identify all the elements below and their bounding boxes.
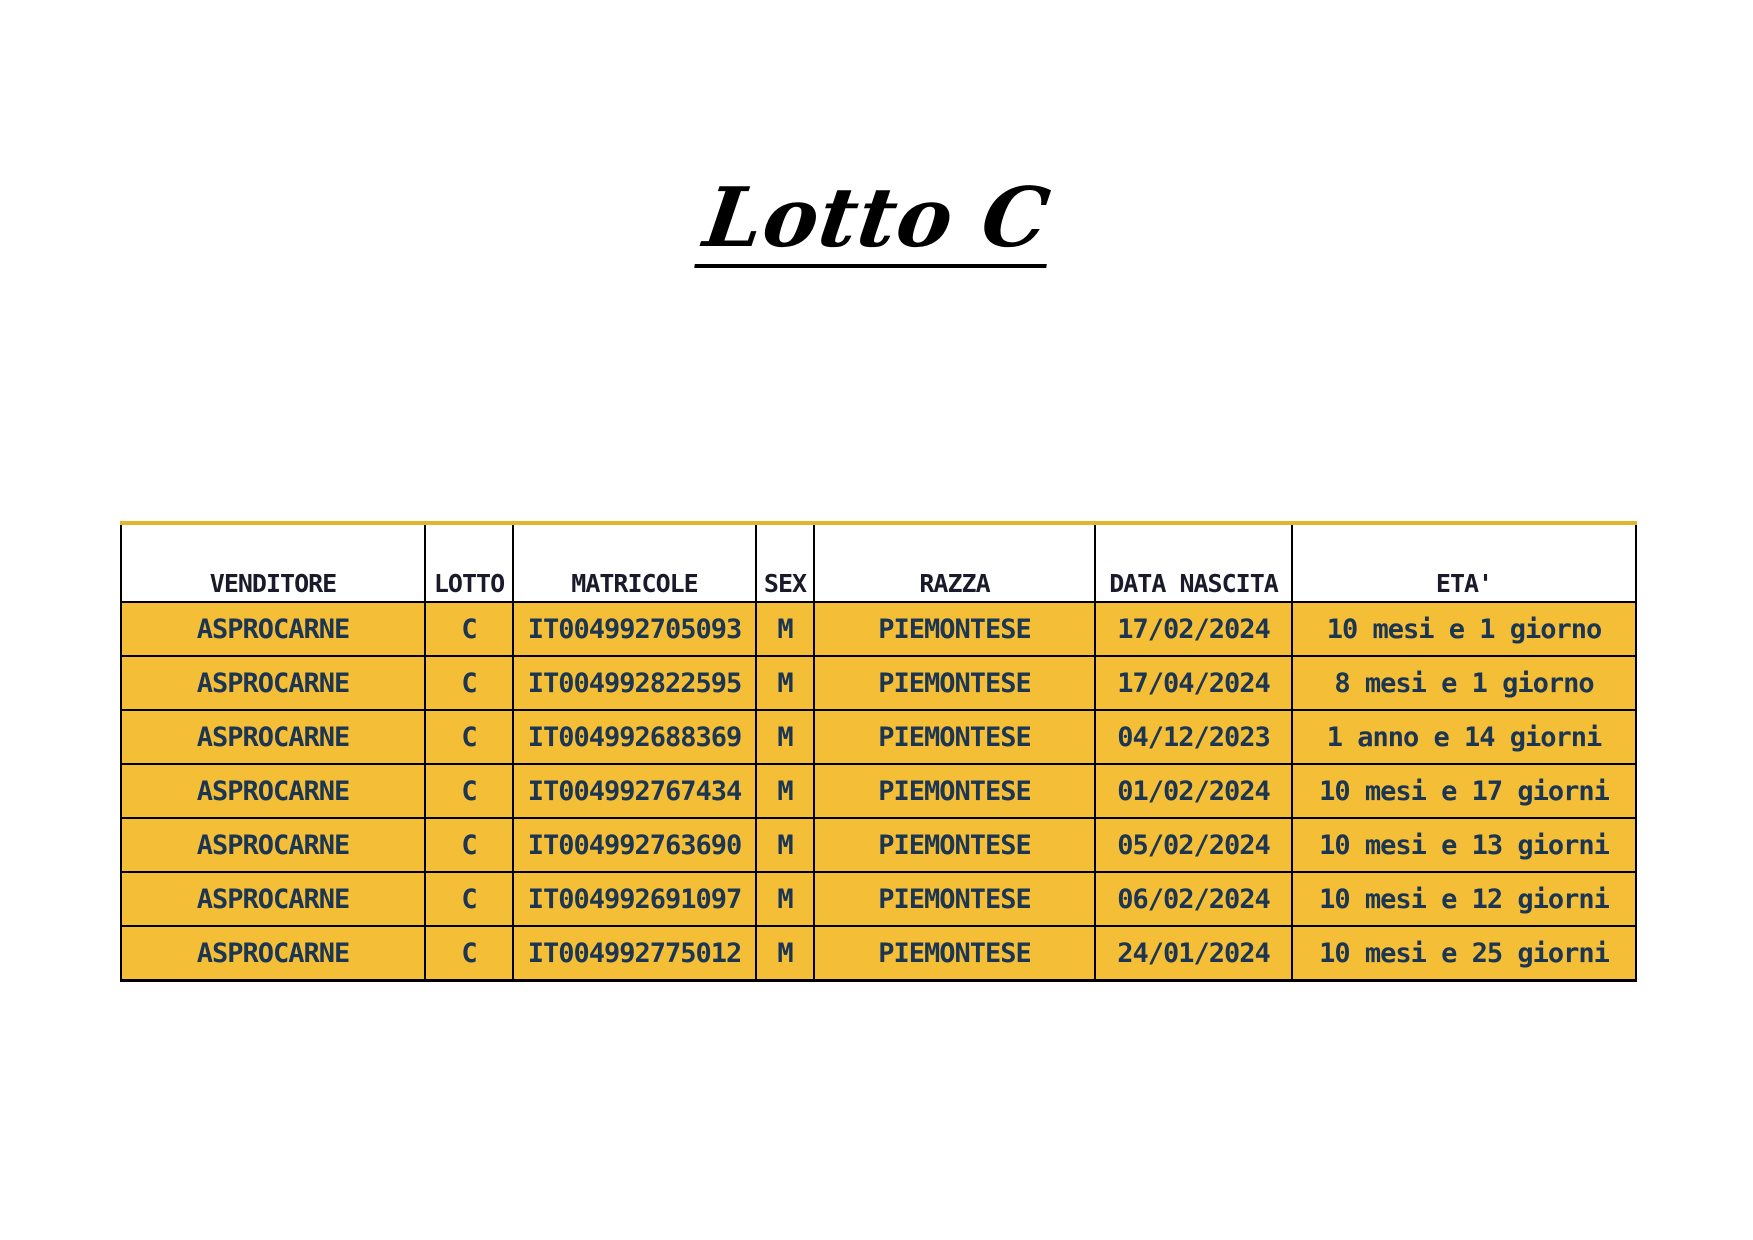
- cell-sex: M: [756, 926, 814, 981]
- cattle-table: [120, 521, 1637, 982]
- table-header-row: [121, 523, 1636, 602]
- cell-venditore: ASPROCARNE: [121, 926, 425, 981]
- cell-razza: PIEMONTESE: [814, 764, 1095, 818]
- header-sex: SEX: [756, 523, 814, 602]
- cell-lotto: C: [425, 818, 513, 872]
- table-row: [121, 872, 1636, 926]
- cell-sex: M: [756, 764, 814, 818]
- cell-matricola: IT004992767434: [513, 764, 756, 818]
- cell-matricola: IT004992688369: [513, 710, 756, 764]
- cell-eta: 1 anno e 14 giorni: [1292, 710, 1636, 764]
- cell-venditore: ASPROCARNE: [121, 710, 425, 764]
- header-lotto: LOTTO: [425, 523, 513, 602]
- cell-data-nascita: 05/02/2024: [1095, 818, 1292, 872]
- header-razza: RAZZA: [814, 523, 1095, 602]
- cell-matricola: IT004992822595: [513, 656, 756, 710]
- cell-data-nascita: 24/01/2024: [1095, 926, 1292, 981]
- header-venditore: VENDITORE: [121, 523, 425, 602]
- table-row: [121, 656, 1636, 710]
- page-title: [0, 172, 1753, 268]
- cell-eta: 10 mesi e 25 giorni: [1292, 926, 1636, 981]
- cell-lotto: C: [425, 872, 513, 926]
- header-matricole: MATRICOLE: [513, 523, 756, 602]
- cell-lotto: C: [425, 602, 513, 656]
- cell-razza: PIEMONTESE: [814, 602, 1095, 656]
- cell-venditore: ASPROCARNE: [121, 872, 425, 926]
- cell-sex: M: [756, 656, 814, 710]
- cell-matricola: IT004992763690: [513, 818, 756, 872]
- cell-matricola: IT004992775012: [513, 926, 756, 981]
- cell-data-nascita: 01/02/2024: [1095, 764, 1292, 818]
- cell-razza: PIEMONTESE: [814, 926, 1095, 981]
- cell-venditore: ASPROCARNE: [121, 602, 425, 656]
- cell-data-nascita: 04/12/2023: [1095, 710, 1292, 764]
- table-row: [121, 764, 1636, 818]
- cell-data-nascita: 06/02/2024: [1095, 872, 1292, 926]
- cell-venditore: ASPROCARNE: [121, 764, 425, 818]
- header-eta: ETA': [1292, 523, 1636, 602]
- cell-lotto: C: [425, 926, 513, 981]
- cell-data-nascita: 17/02/2024: [1095, 602, 1292, 656]
- cell-lotto: C: [425, 656, 513, 710]
- cell-eta: 8 mesi e 1 giorno: [1292, 656, 1636, 710]
- cell-venditore: ASPROCARNE: [121, 656, 425, 710]
- cell-eta: 10 mesi e 13 giorni: [1292, 818, 1636, 872]
- table-row: [121, 926, 1636, 981]
- cell-razza: PIEMONTESE: [814, 656, 1095, 710]
- cell-lotto: C: [425, 764, 513, 818]
- cell-sex: M: [756, 818, 814, 872]
- cell-sex: M: [756, 710, 814, 764]
- cell-razza: PIEMONTESE: [814, 710, 1095, 764]
- cell-sex: M: [756, 602, 814, 656]
- cell-eta: 10 mesi e 17 giorni: [1292, 764, 1636, 818]
- header-data-nascita: DATA NASCITA: [1095, 523, 1292, 602]
- cell-eta: 10 mesi e 1 giorno: [1292, 602, 1636, 656]
- cell-data-nascita: 17/04/2024: [1095, 656, 1292, 710]
- table-row: [121, 818, 1636, 872]
- cell-venditore: ASPROCARNE: [121, 818, 425, 872]
- cell-sex: M: [756, 872, 814, 926]
- cell-eta: 10 mesi e 12 giorni: [1292, 872, 1636, 926]
- cell-matricola: IT004992691097: [513, 872, 756, 926]
- cell-razza: PIEMONTESE: [814, 872, 1095, 926]
- cell-razza: PIEMONTESE: [814, 818, 1095, 872]
- table-row: [121, 602, 1636, 656]
- cell-matricola: IT004992705093: [513, 602, 756, 656]
- cell-lotto: C: [425, 710, 513, 764]
- page-title-text: Lotto C: [694, 172, 1059, 268]
- table-row: [121, 710, 1636, 764]
